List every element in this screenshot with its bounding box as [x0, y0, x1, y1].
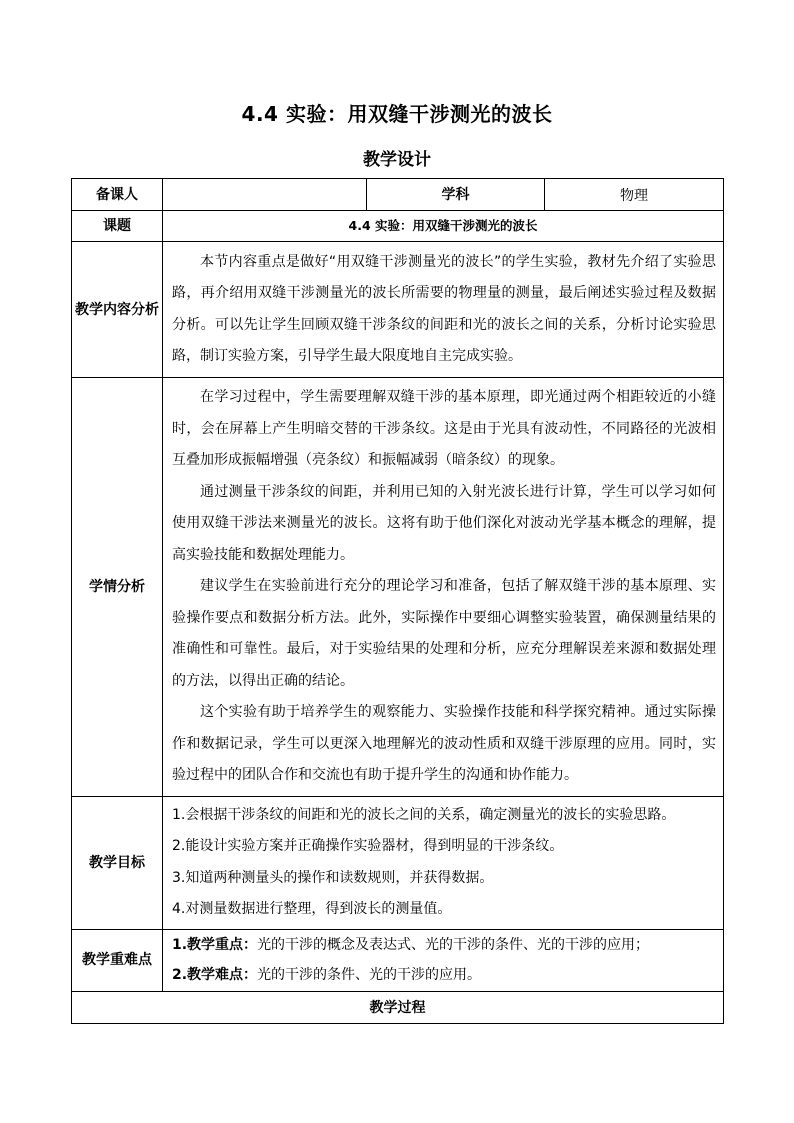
row-process — [72, 991, 724, 1023]
preparer-value — [163, 179, 367, 211]
lesson-plan-table — [71, 178, 724, 1024]
teaching-difficulty-label: 2.教学难点： — [172, 967, 258, 984]
student-analysis-label: 学情分析 — [72, 378, 163, 797]
row-preparer — [72, 179, 724, 211]
teaching-focus — [172, 930, 716, 960]
subject-label: 学科 — [367, 179, 545, 211]
preparer-label: 备课人 — [72, 179, 163, 211]
subject-value: 物理 — [545, 179, 724, 211]
objective-item: 4.对测量数据进行整理，得到波长的测量值。 — [172, 901, 452, 918]
row-content-analysis — [72, 242, 724, 378]
key-points-body — [163, 929, 724, 991]
row-objectives — [72, 796, 724, 929]
student-analysis-paragraph: 通过测量干涉条纹的间距，并利用已知的入射光波长进行计算，学生可以学习如何使用双缝干涉法来测量光的波长。这将有助于他们深化对波动光学基本概念的理解，提高实验技能和数据处理能力。 — [172, 483, 716, 563]
topic-label: 课题 — [72, 211, 163, 242]
student-analysis-paragraph: 这个实验有助于培养学生的观察能力、实验操作技能和科学探究精神。通过实际操作和数据记录，学生可以更深入地理解光的波动性质和双缝干涉原理的应用。同时，实验过程中的团队合作和交流也有助于提升学生的沟通和协作能力。 — [172, 704, 716, 783]
teaching-process-heading: 教学过程 — [72, 991, 724, 1023]
content-analysis-label: 教学内容分析 — [72, 242, 163, 378]
teaching-focus-text: 光的干涉的概念及表达式、光的干涉的条件、光的干涉的应用； — [257, 937, 650, 954]
student-analysis-body — [163, 378, 724, 797]
key-points-label: 教学重难点 — [72, 929, 163, 991]
student-analysis-paragraph: 在学习过程中，学生需要理解双缝干涉的基本原理，即光通过两个相距较近的小缝时，会在屏幕上产生明暗交替的干涉条纹。这是由于光具有波动性，不同路径的光波相互叠加形成振幅增强（亮条纹）和振幅减弱（暗条纹）的现象。 — [172, 389, 716, 468]
teaching-focus-label: 1.教学重点： — [172, 937, 258, 954]
document-subtitle: 教学设计 — [363, 150, 431, 170]
student-analysis-paragraph: 建议学生在实验前进行充分的理论学习和准备，包括了解双缝干涉的基本原理、实验操作要点和数据分析方法。此外，实际操作中要细心调整实验装置，确保测量结果的准确性和可靠性。最后，对于实验结果的处理和分析，应充分理解误差来源和数据处理的方法，以得出正确的结论。 — [172, 578, 716, 689]
objective-item: 1.会根据干涉条纹的间距和光的波长之间的关系，确定测量光的波长的实验思路。 — [172, 806, 676, 823]
objectives-label: 教学目标 — [72, 796, 163, 929]
content-analysis-paragraph: 本节内容重点是做好“用双缝干涉测量光的波长”的学生实验，教材先介绍了实验思路，再介绍用双缝干涉测量光的波长所需要的物理量的测量，最后阐述实验过程及数据分析。可以先让学生回顾双缝干涉条纹的间距和光的波长之间的关系，分析讨论实验思路，制订实验方案，引导学生最大限度地自主完成实验。 — [172, 253, 716, 364]
objectives-list — [163, 796, 724, 929]
teaching-difficulty-text: 光的干涉的条件、光的干涉的应用。 — [257, 967, 482, 984]
document-title: 4.4 实验：用双缝干涉测光的波长 — [241, 102, 553, 126]
row-student-analysis — [72, 378, 724, 797]
row-topic — [72, 211, 724, 242]
teaching-difficulty — [172, 960, 716, 990]
topic-value: 4.4 实验：用双缝干涉测光的波长 — [163, 211, 724, 242]
objective-item: 2.能设计实验方案并正确操作实验器材，得到明显的干涉条纹。 — [172, 838, 564, 855]
row-key-points — [72, 929, 724, 991]
objective-item: 3.知道两种测量头的操作和读数规则，并获得数据。 — [172, 869, 494, 886]
content-analysis-body — [163, 242, 724, 378]
